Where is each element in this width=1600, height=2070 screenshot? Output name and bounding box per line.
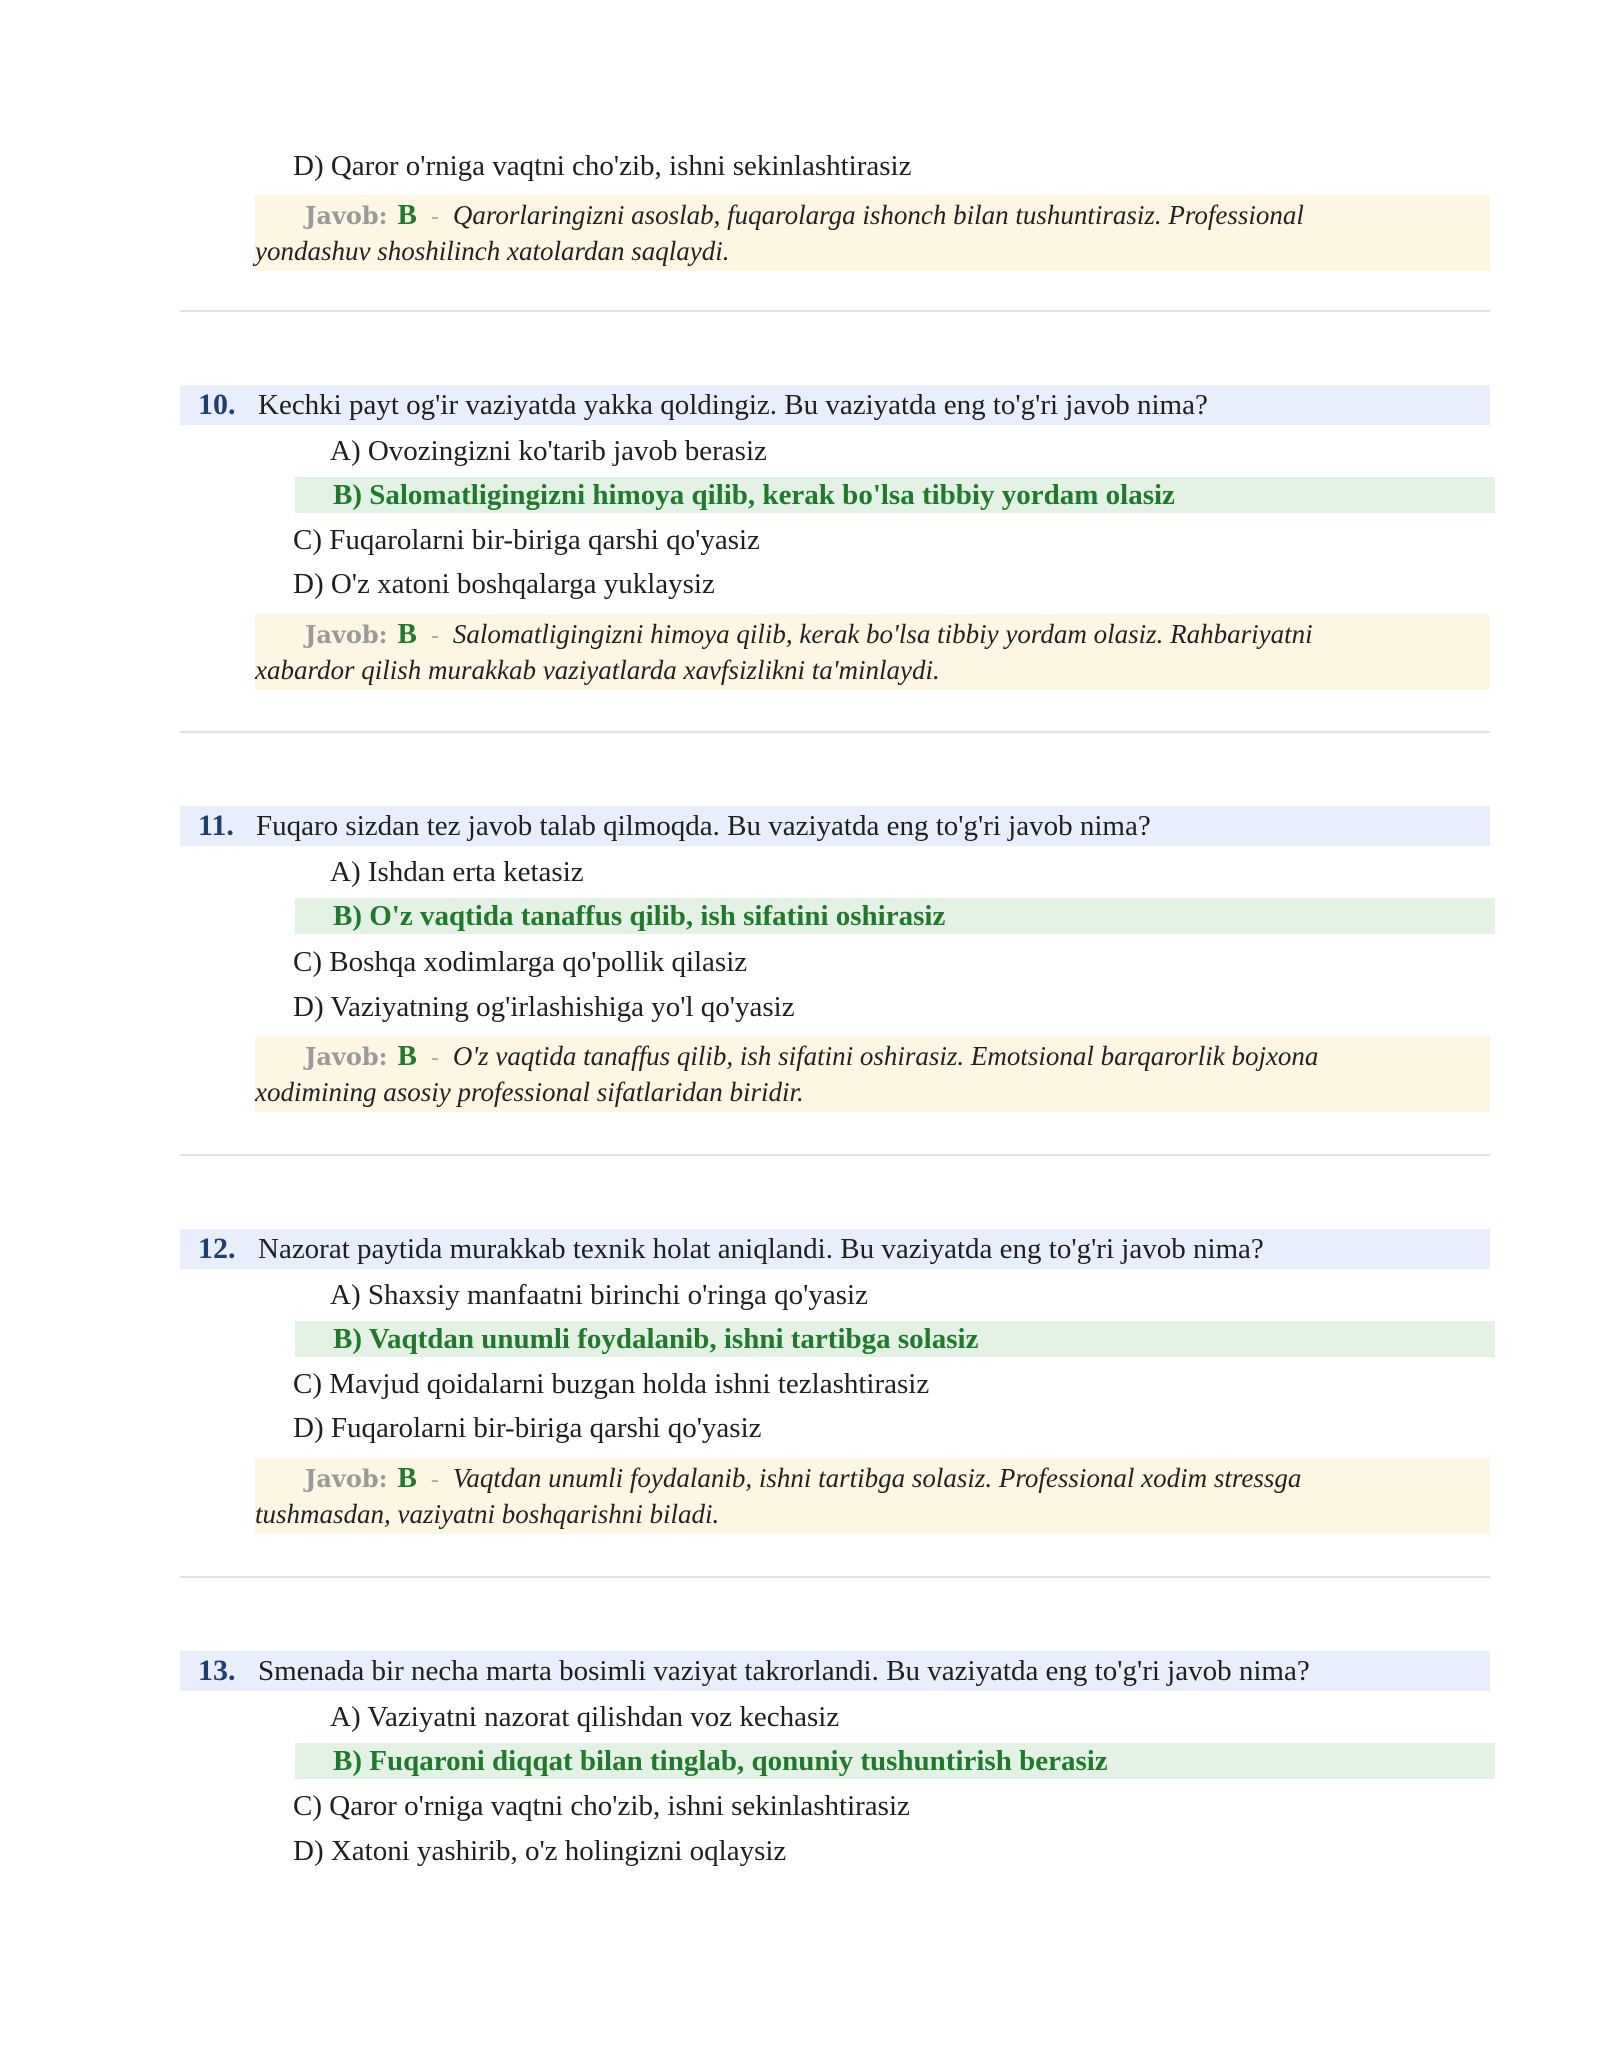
answer-label: Javob: [305, 201, 388, 230]
answer-letter: B [397, 1040, 417, 1072]
answer-line2: tushmasdan, vaziyatni boshqarishni biladi. [255, 1499, 720, 1529]
answer-letter: B [397, 199, 417, 231]
q9-answer-line2: yondashuv shoshilinch xatolardan saqlaydi. [255, 236, 730, 266]
question-number: 13. [198, 1654, 236, 1687]
question-text: Kechki payt og'ir vaziyatda yakka qoldingiz. Bu vaziyatda eng to'g'ri javob nima? [258, 389, 1208, 421]
answer-label: Javob: [305, 1042, 388, 1071]
answer-line2: xabardor qilish murakkab vaziyatlarda xavfsizlikni ta'minlaydi. [255, 655, 940, 685]
option-d[interactable]: D) Xatoni yashirib, o'z holingizni oqlaysiz [293, 1835, 787, 1867]
divider [180, 1576, 1490, 1578]
option-a[interactable]: A) Shaxsiy manfaatni birinchi o'ringa qo'yasiz [330, 1279, 868, 1311]
answer-explanation: Vaqtdan unumli foydalanib, ishni tartibga solasiz. Professional xodim stressga [452, 1463, 1302, 1493]
question-number: 10. [198, 388, 236, 421]
option-b-correct[interactable]: B) Fuqaroni diqqat bilan tinglab, qonuniy tushuntirish berasiz [333, 1745, 1108, 1777]
divider [180, 731, 1490, 733]
option-c[interactable]: C) Fuqarolarni bir-biriga qarshi qo'yasiz [293, 524, 760, 556]
answer-line1 [305, 615, 1313, 655]
question-number: 11. [198, 809, 234, 842]
answer-explanation: Salomatligingizni himoya qilib, kerak bo'lsa tibbiy yordam olasiz. Rahbariyatni [452, 619, 1313, 649]
option-a[interactable]: A) Vaziyatni nazorat qilishdan voz kechasiz [330, 1701, 840, 1733]
divider [180, 1154, 1490, 1156]
option-d[interactable]: D) O'z xatoni boshqalarga yuklaysiz [293, 568, 715, 600]
option-b-correct[interactable]: B) Salomatligingizni himoya qilib, kerak bo'lsa tibbiy yordam olasiz [333, 479, 1175, 511]
question-text: Nazorat paytida murakkab texnik holat aniqlandi. Bu vaziyatda eng to'g'ri javob nima? [258, 1233, 1264, 1265]
question-text: Fuqaro sizdan tez javob talab qilmoqda. Bu vaziyatda eng to'g'ri javob nima? [256, 810, 1151, 842]
question-number: 12. [198, 1232, 236, 1265]
answer-label: Javob: [305, 1464, 388, 1493]
option-c[interactable]: C) Mavjud qoidalarni buzgan holda ishni tezlashtirasiz [293, 1368, 930, 1400]
answer-dash: - [430, 1467, 439, 1493]
option-d[interactable]: D) Fuqarolarni bir-biriga qarshi qo'yasiz [293, 1412, 762, 1444]
answer-line1 [305, 1037, 1318, 1077]
option-b-correct[interactable]: B) Vaqtdan unumli foydalanib, ishni tartibga solasiz [333, 1323, 979, 1355]
option-a[interactable]: A) Ishdan erta ketasiz [330, 856, 584, 888]
option-d[interactable]: D) Vaziyatning og'irlashishiga yo'l qo'yasiz [293, 991, 795, 1023]
answer-letter: B [397, 1462, 417, 1494]
answer-line1 [305, 1459, 1301, 1499]
answer-explanation: O'z vaqtida tanaffus qilib, ish sifatini oshirasiz. Emotsional barqarorlik bojxona [452, 1041, 1319, 1071]
option-c[interactable]: C) Boshqa xodimlarga qo'pollik qilasiz [293, 946, 748, 978]
option-a[interactable]: A) Ovozingizni ko'tarib javob berasiz [330, 435, 767, 467]
option-b-correct[interactable]: B) O'z vaqtida tanaffus qilib, ish sifatini oshirasiz [333, 900, 946, 932]
answer-dash: - [430, 623, 439, 649]
answer-dash: - [430, 204, 439, 230]
answer-dash: - [430, 1045, 439, 1071]
answer-letter: B [397, 618, 417, 650]
q9-option-d: D) Qaror o'rniga vaqtni cho'zib, ishni sekinlashtirasiz [293, 150, 912, 182]
answer-label: Javob: [305, 620, 388, 649]
answer-explanation: Qarorlaringizni asoslab, fuqarolarga ishonch bilan tushuntirasiz. Professional [452, 200, 1304, 230]
option-c[interactable]: C) Qaror o'rniga vaqtni cho'zib, ishni sekinlashtirasiz [293, 1790, 910, 1822]
question-text: Smenada bir necha marta bosimli vaziyat takrorlandi. Bu vaziyatda eng to'g'ri javob nima? [258, 1655, 1310, 1687]
answer-line2: xodimining asosiy professional sifatlaridan biridir. [255, 1077, 804, 1107]
q9-answer-line1 [305, 196, 1304, 236]
divider [180, 310, 1490, 312]
